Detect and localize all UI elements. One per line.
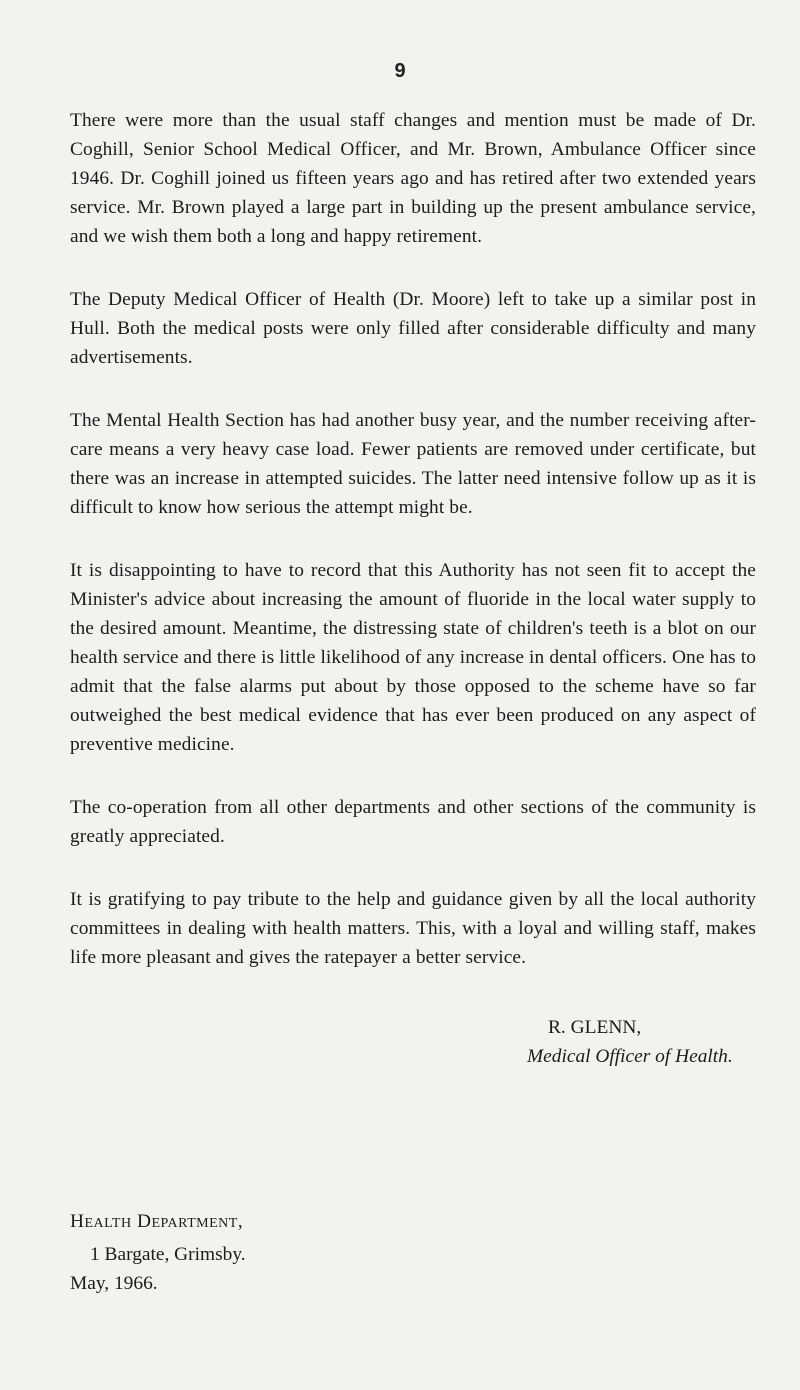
- address-date: May, 1966.: [70, 1273, 158, 1294]
- paragraph-tribute: It is gratifying to pay tribute to the help and guidance given by all the local authority committees in dealing with health matters. This, with a loyal and willing staff, makes life more pleasant and gives the ratepayer a better service.: [70, 889, 756, 968]
- address-department: Health Department,: [70, 1211, 244, 1232]
- signatory-title: Medical Officer of Health.: [527, 1046, 733, 1067]
- paragraph-co-operation: The co-operation from all other departments and other sections of the community is greatly appreciated.: [70, 797, 756, 847]
- page-number: 9: [394, 60, 406, 82]
- report-body: [70, 106, 756, 1006]
- paragraph-staff-changes: There were more than the usual staff changes and mention must be made of Dr. Coghill, Senior School Medical Officer, and Mr. Brown, Ambulance Officer since 1946. Dr. Coghill joined us fifteen years ago and has retired after two extended years service. Mr. Brown played a large part in building up the present ambulance service, and we wish them both a long and happy retirement.: [70, 110, 756, 247]
- signature-block: [527, 1013, 787, 1071]
- address-street: 1 Bargate, Grimsby.: [90, 1244, 246, 1265]
- paragraph-deputy-officer: The Deputy Medical Officer of Health (Dr. Moore) left to take up a similar post in Hull. Both the medical posts were only filled after considerable difficulty and many advertisements.: [70, 289, 756, 368]
- address-block: [70, 1207, 470, 1298]
- paragraph-fluoride: It is disappointing to have to record that this Authority has not seen fit to accept the Minister's advice about increasing the amount of fluoride in the local water supply to the desired amount. Meantime, the distressing state of children's teeth is a blot on our health service and there is little likelihood of any increase in dental officers. One has to admit that the false alarms put about by those opposed to the scheme have so far outweighed the best medical evidence that has ever been produced on any aspect of preventive medicine.: [70, 560, 756, 755]
- signatory-name: R. GLENN,: [548, 1017, 642, 1038]
- paragraph-mental-health: The Mental Health Section has had another busy year, and the number receiving after-care means a very heavy case load. Fewer patients are removed under certificate, but there was an increase in attempted suicides. The latter need intensive follow up as it is difficult to know how serious the attempt might be.: [70, 410, 756, 518]
